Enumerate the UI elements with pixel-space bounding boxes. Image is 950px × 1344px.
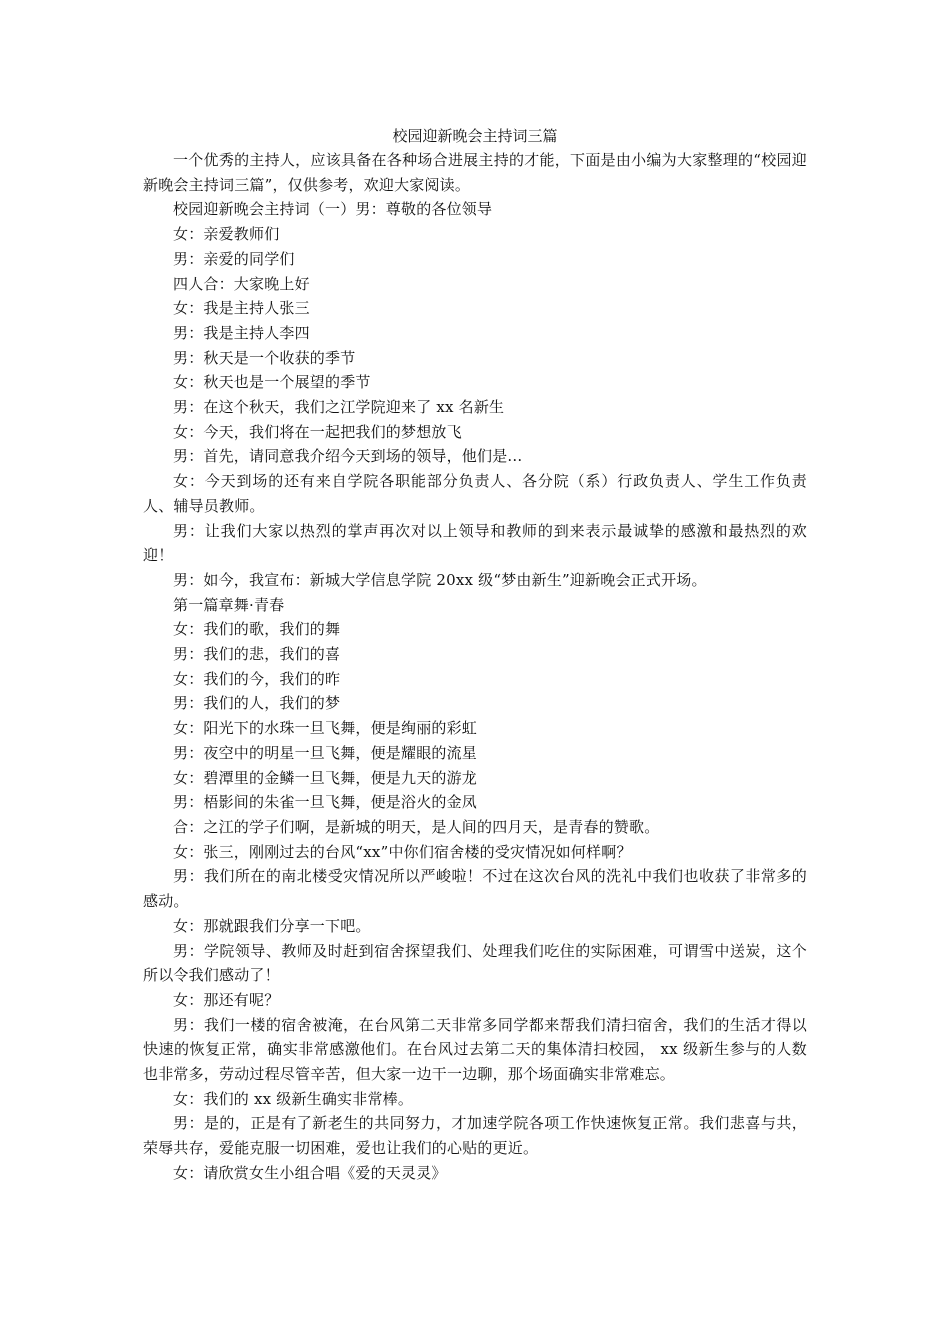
document-page [143, 124, 807, 1186]
document-body [143, 148, 807, 1186]
paragraph: 男：让我们大家以热烈的掌声再次对以上领导和教师的到来表示最诚挚的感激和最热烈的欢迎！ [143, 521, 807, 565]
paragraph: 女：碧潭里的金鳞一旦飞舞，便是九天的游龙 [173, 768, 478, 787]
paragraph: 女：亲爱教师们 [173, 225, 280, 244]
paragraph: 男：我是主持人李四 [173, 323, 310, 342]
paragraph: 女：那就跟我们分享一下吧。 [173, 916, 371, 935]
paragraph: 男：夜空中的明星一旦飞舞，便是耀眼的流星 [173, 743, 478, 762]
paragraph: 一个优秀的主持人，应该具备在各种场合进展主持的才能，下面是由小编为大家整理的“校园迎新晚会主持词三篇”，仅供参考，欢迎大家阅读。 [143, 151, 807, 194]
paragraph: 男：我们的人，我们的梦 [173, 694, 341, 713]
paragraph: 男：学院领导、教师及时赶到宿舍探望我们、处理我们吃住的实际困难，可谓雪中送炭，这个所以令我们感动了！ [143, 941, 807, 985]
paragraph: 校园迎新晚会主持词（一）男：尊敬的各位领导 [173, 200, 493, 219]
section-heading: 第一篇章舞·青春 [173, 595, 285, 614]
paragraph: 女：我们的今，我们的昨 [173, 669, 341, 688]
paragraph: 男：首先，请同意我介绍今天到场的领导，他们是... [173, 447, 523, 466]
paragraph: 女：今天到场的还有来自学院各职能部分负责人、各分院（系）行政负责人、学生工作负责人、辅导员教师。 [143, 472, 807, 515]
paragraph: 四人合：大家晚上好 [173, 274, 310, 293]
paragraph: 女：阳光下的水珠一旦飞舞，便是绚丽的彩虹 [173, 719, 478, 738]
document-title: 校园迎新晚会主持词三篇 [392, 127, 558, 145]
paragraph: 男：在这个秋天，我们之江学院迎来了 xx 名新生 [173, 398, 505, 417]
paragraph: 合：之江的学子们啊，是新城的明天，是人间的四月天，是青春的赞歌。 [173, 817, 660, 836]
paragraph: 男：梧影间的朱雀一旦飞舞，便是浴火的金凤 [173, 793, 478, 812]
paragraph: 女：请欣赏女生小组合唱《爱的天灵灵》 [173, 1163, 447, 1182]
paragraph: 女：张三，刚刚过去的台风“xx”中你们宿舍楼的受灾情况如何样啊？ [173, 842, 632, 861]
paragraph: 男：是的，正是有了新老生的共同努力，才加速学院各项工作快速恢复正常。我们悲喜与共，荣辱共存，爱能克服一切困难，爱也让我们的心贴的更近。 [143, 1114, 807, 1158]
paragraph: 女：那还有呢？ [173, 990, 280, 1009]
paragraph: 女：我们的歌，我们的舞 [173, 620, 341, 639]
paragraph: 女：秋天也是一个展望的季节 [173, 373, 371, 392]
paragraph: 女：我们的 xx 级新生确实非常棒。 [173, 1089, 414, 1108]
paragraph: 男：我们所在的南北楼受灾情况所以严峻啦！不过在这次台风的洗礼中我们也收获了非常多的感动。 [143, 867, 807, 911]
paragraph: 男：亲爱的同学们 [173, 249, 295, 268]
paragraph: 男：我们一楼的宿舍被淹，在台风第二天非常多同学都来帮我们清扫宿舍，我们的生活才得以快速的恢复正常，确实非常感激他们。在台风过去第二天的集体清扫校园， xx 级新生参与的人数也非常多，劳动过程尽管辛苦，但大家一边干一边聊，那个场面确实非常难忘。 [143, 1015, 807, 1084]
paragraph: 男：如今，我宣布：新城大学信息学院 20xx 级“梦由新生”迎新晚会正式开场。 [173, 570, 707, 589]
paragraph: 男：秋天是一个收获的季节 [173, 348, 356, 367]
paragraph: 女：我是主持人张三 [173, 299, 310, 318]
paragraph: 女：今天，我们将在一起把我们的梦想放飞 [173, 422, 462, 441]
paragraph: 男：我们的悲，我们的喜 [173, 645, 341, 664]
